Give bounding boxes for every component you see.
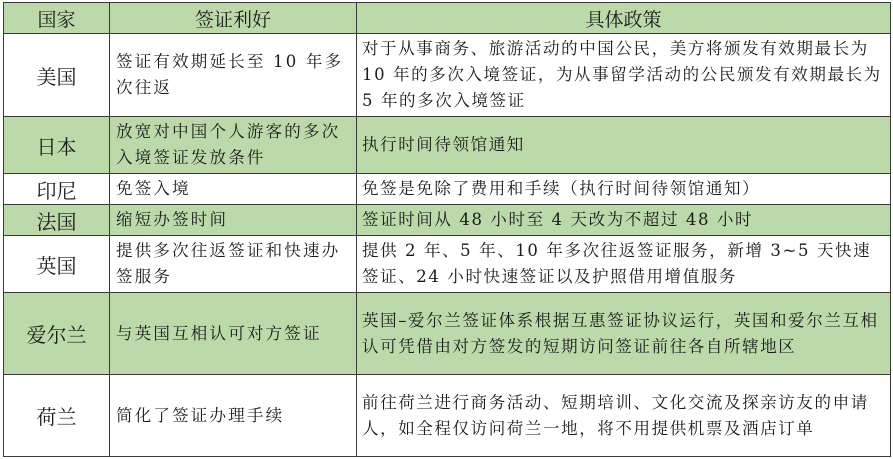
- benefit-cell: 与英国互相认可对方签证: [110, 293, 357, 375]
- policy-cell: 提供 2 年、5 年、10 年多次往返签证服务，新增 3~5 天快速签证、24 小时快速签证以及护照借用增值服务: [357, 236, 891, 293]
- policy-cell: 签证时间从 48 小时至 4 天改为不超过 48 小时: [357, 205, 891, 236]
- table-row: [4, 375, 891, 457]
- country-cell: 爱尔兰: [4, 293, 110, 375]
- header-benefit: 签证利好: [110, 3, 357, 34]
- table-row: [4, 205, 891, 236]
- country-cell: 日本: [4, 117, 110, 174]
- policy-cell: 英国–爱尔兰签证体系根据互惠签证协议运行，英国和爱尔兰互相认可凭借由对方签发的短期访问签证前往各自所辖地区: [357, 293, 891, 375]
- table-row: [4, 174, 891, 205]
- country-cell: 荷兰: [4, 375, 110, 457]
- policy-cell: 执行时间待领馆通知: [357, 117, 891, 174]
- country-cell: 美国: [4, 34, 110, 117]
- policy-cell: 对于从事商务、旅游活动的中国公民，美方将颁发有效期最长为 10 年的多次入境签证，为从事留学活动的公民颁发有效期最长为 5 年的多次入境签证: [357, 34, 891, 117]
- table-row: [4, 293, 891, 375]
- benefit-cell: 提供多次往返签证和快速办签服务: [110, 236, 357, 293]
- table-row: [4, 236, 891, 293]
- country-cell: 印尼: [4, 174, 110, 205]
- benefit-cell: 缩短办签时间: [110, 205, 357, 236]
- benefit-cell: 免签入境: [110, 174, 357, 205]
- visa-policy-table: [3, 2, 891, 457]
- table-row: [4, 117, 891, 174]
- policy-cell: 免签是免除了费用和手续（执行时间待领馆通知）: [357, 174, 891, 205]
- country-cell: 英国: [4, 236, 110, 293]
- country-cell: 法国: [4, 205, 110, 236]
- header-policy: 具体政策: [357, 3, 891, 34]
- benefit-cell: 签证有效期延长至 10 年多次往返: [110, 34, 357, 117]
- header-country: 国家: [4, 3, 110, 34]
- benefit-cell: 简化了签证办理手续: [110, 375, 357, 457]
- header-row: [4, 3, 891, 34]
- table-row: [4, 34, 891, 117]
- policy-cell: 前往荷兰进行商务活动、短期培训、文化交流及探亲访友的申请人，如全程仅访问荷兰一地，将不用提供机票及酒店订单: [357, 375, 891, 457]
- benefit-cell: 放宽对中国个人游客的多次入境签证发放条件: [110, 117, 357, 174]
